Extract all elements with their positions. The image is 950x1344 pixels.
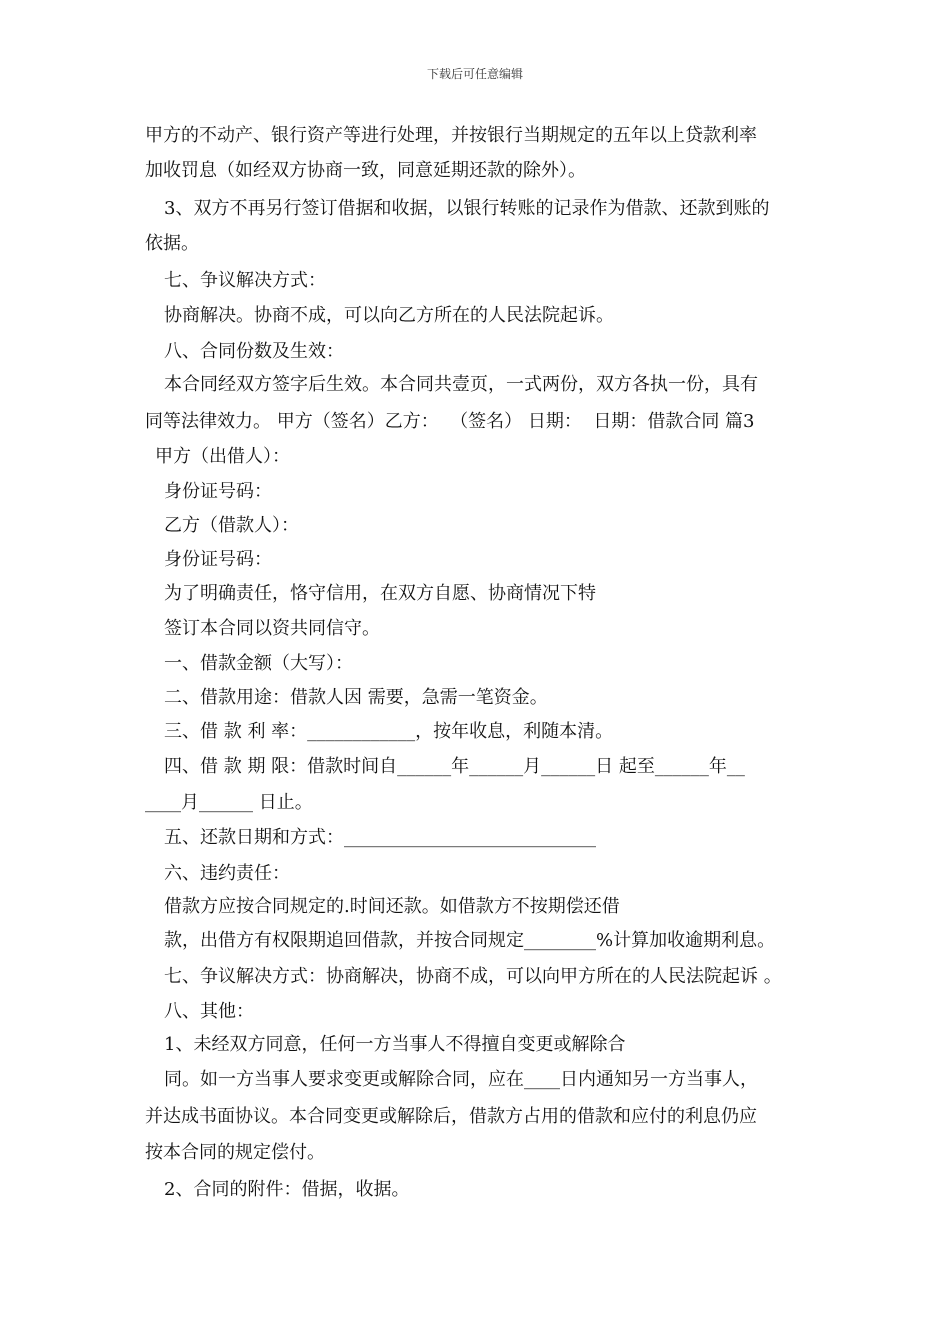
body-line: 2、合同的附件：借据，收据。 bbox=[164, 1179, 410, 1200]
body-line: 款，出借方有权限期追回借款，并按合同规定________%计算加收逾期利息。 bbox=[164, 930, 776, 951]
body-line: 四、借 款 期 限：借款时间自______年______月______日 起至______年__ bbox=[164, 756, 745, 777]
body-line: 乙方（借款人）： bbox=[164, 515, 299, 536]
body-line: 同等法律效力。 甲方（签名）乙方： （签名） 日期： 日期：借款合同 篇3 bbox=[145, 411, 755, 432]
body-line: 按本合同的规定偿付。 bbox=[145, 1142, 325, 1163]
body-line: 身份证号码： bbox=[164, 481, 272, 502]
body-line: 七、争议解决方式：协商解决，协商不成，可以向甲方所在的人民法院起诉 。 bbox=[164, 966, 782, 987]
body-line: 本合同经双方签字后生效。本合同共壹页，一式两份，双方各执一份，具有 bbox=[164, 374, 758, 395]
body-line: 3、双方不再另行签订借据和收据，以银行转账的记录作为借款、还款到账的 bbox=[164, 198, 770, 219]
body-line: 加收罚息（如经双方协商一致，同意延期还款的除外）。 bbox=[145, 160, 586, 181]
body-line: 同。如一方当事人要求变更或解除合同，应在____日内通知另一方当事人， bbox=[164, 1069, 758, 1090]
body-line: 甲方的不动产、银行资产等进行处理，并按银行当期规定的五年以上贷款利率 bbox=[145, 125, 757, 146]
page-header: 下载后可任意编辑 bbox=[426, 67, 523, 81]
body-line: 一、借款金额（大写）： bbox=[164, 653, 353, 674]
body-line: 依据。 bbox=[145, 233, 199, 254]
body-line: 三、借 款 利 率：____________，按年收息，利随本清。 bbox=[164, 721, 614, 742]
body-line: 借款方应按合同规定的.时间还款。如借款方不按期偿还借 bbox=[164, 896, 620, 917]
body-line: 1、未经双方同意，任何一方当事人不得擅自变更或解除合 bbox=[164, 1034, 626, 1055]
body-line: 二、借款用途：借款人因 需要，急需一笔资金。 bbox=[164, 687, 548, 708]
body-line: 八、合同份数及生效： bbox=[164, 341, 344, 362]
body-line: 甲方（出借人）： bbox=[155, 446, 290, 467]
body-line: 身份证号码： bbox=[164, 549, 272, 570]
body-line: 五、还款日期和方式：____________________________ bbox=[164, 827, 596, 848]
body-line: 签订本合同以资共同信守。 bbox=[164, 618, 380, 639]
body-line: 七、争议解决方式： bbox=[164, 270, 326, 291]
body-line: ____月______ 日止。 bbox=[145, 792, 313, 813]
body-line: 协商解决。协商不成，可以向乙方所在的人民法院起诉。 bbox=[164, 305, 614, 326]
body-line: 六、违约责任： bbox=[164, 863, 290, 884]
body-line: 八、其他： bbox=[164, 1001, 254, 1022]
body-line: 并达成书面协议。本合同变更或解除后，借款方占用的借款和应付的利息仍应 bbox=[145, 1106, 757, 1127]
body-line: 为了明确责任，恪守信用，在双方自愿、协商情况下特 bbox=[164, 583, 596, 604]
